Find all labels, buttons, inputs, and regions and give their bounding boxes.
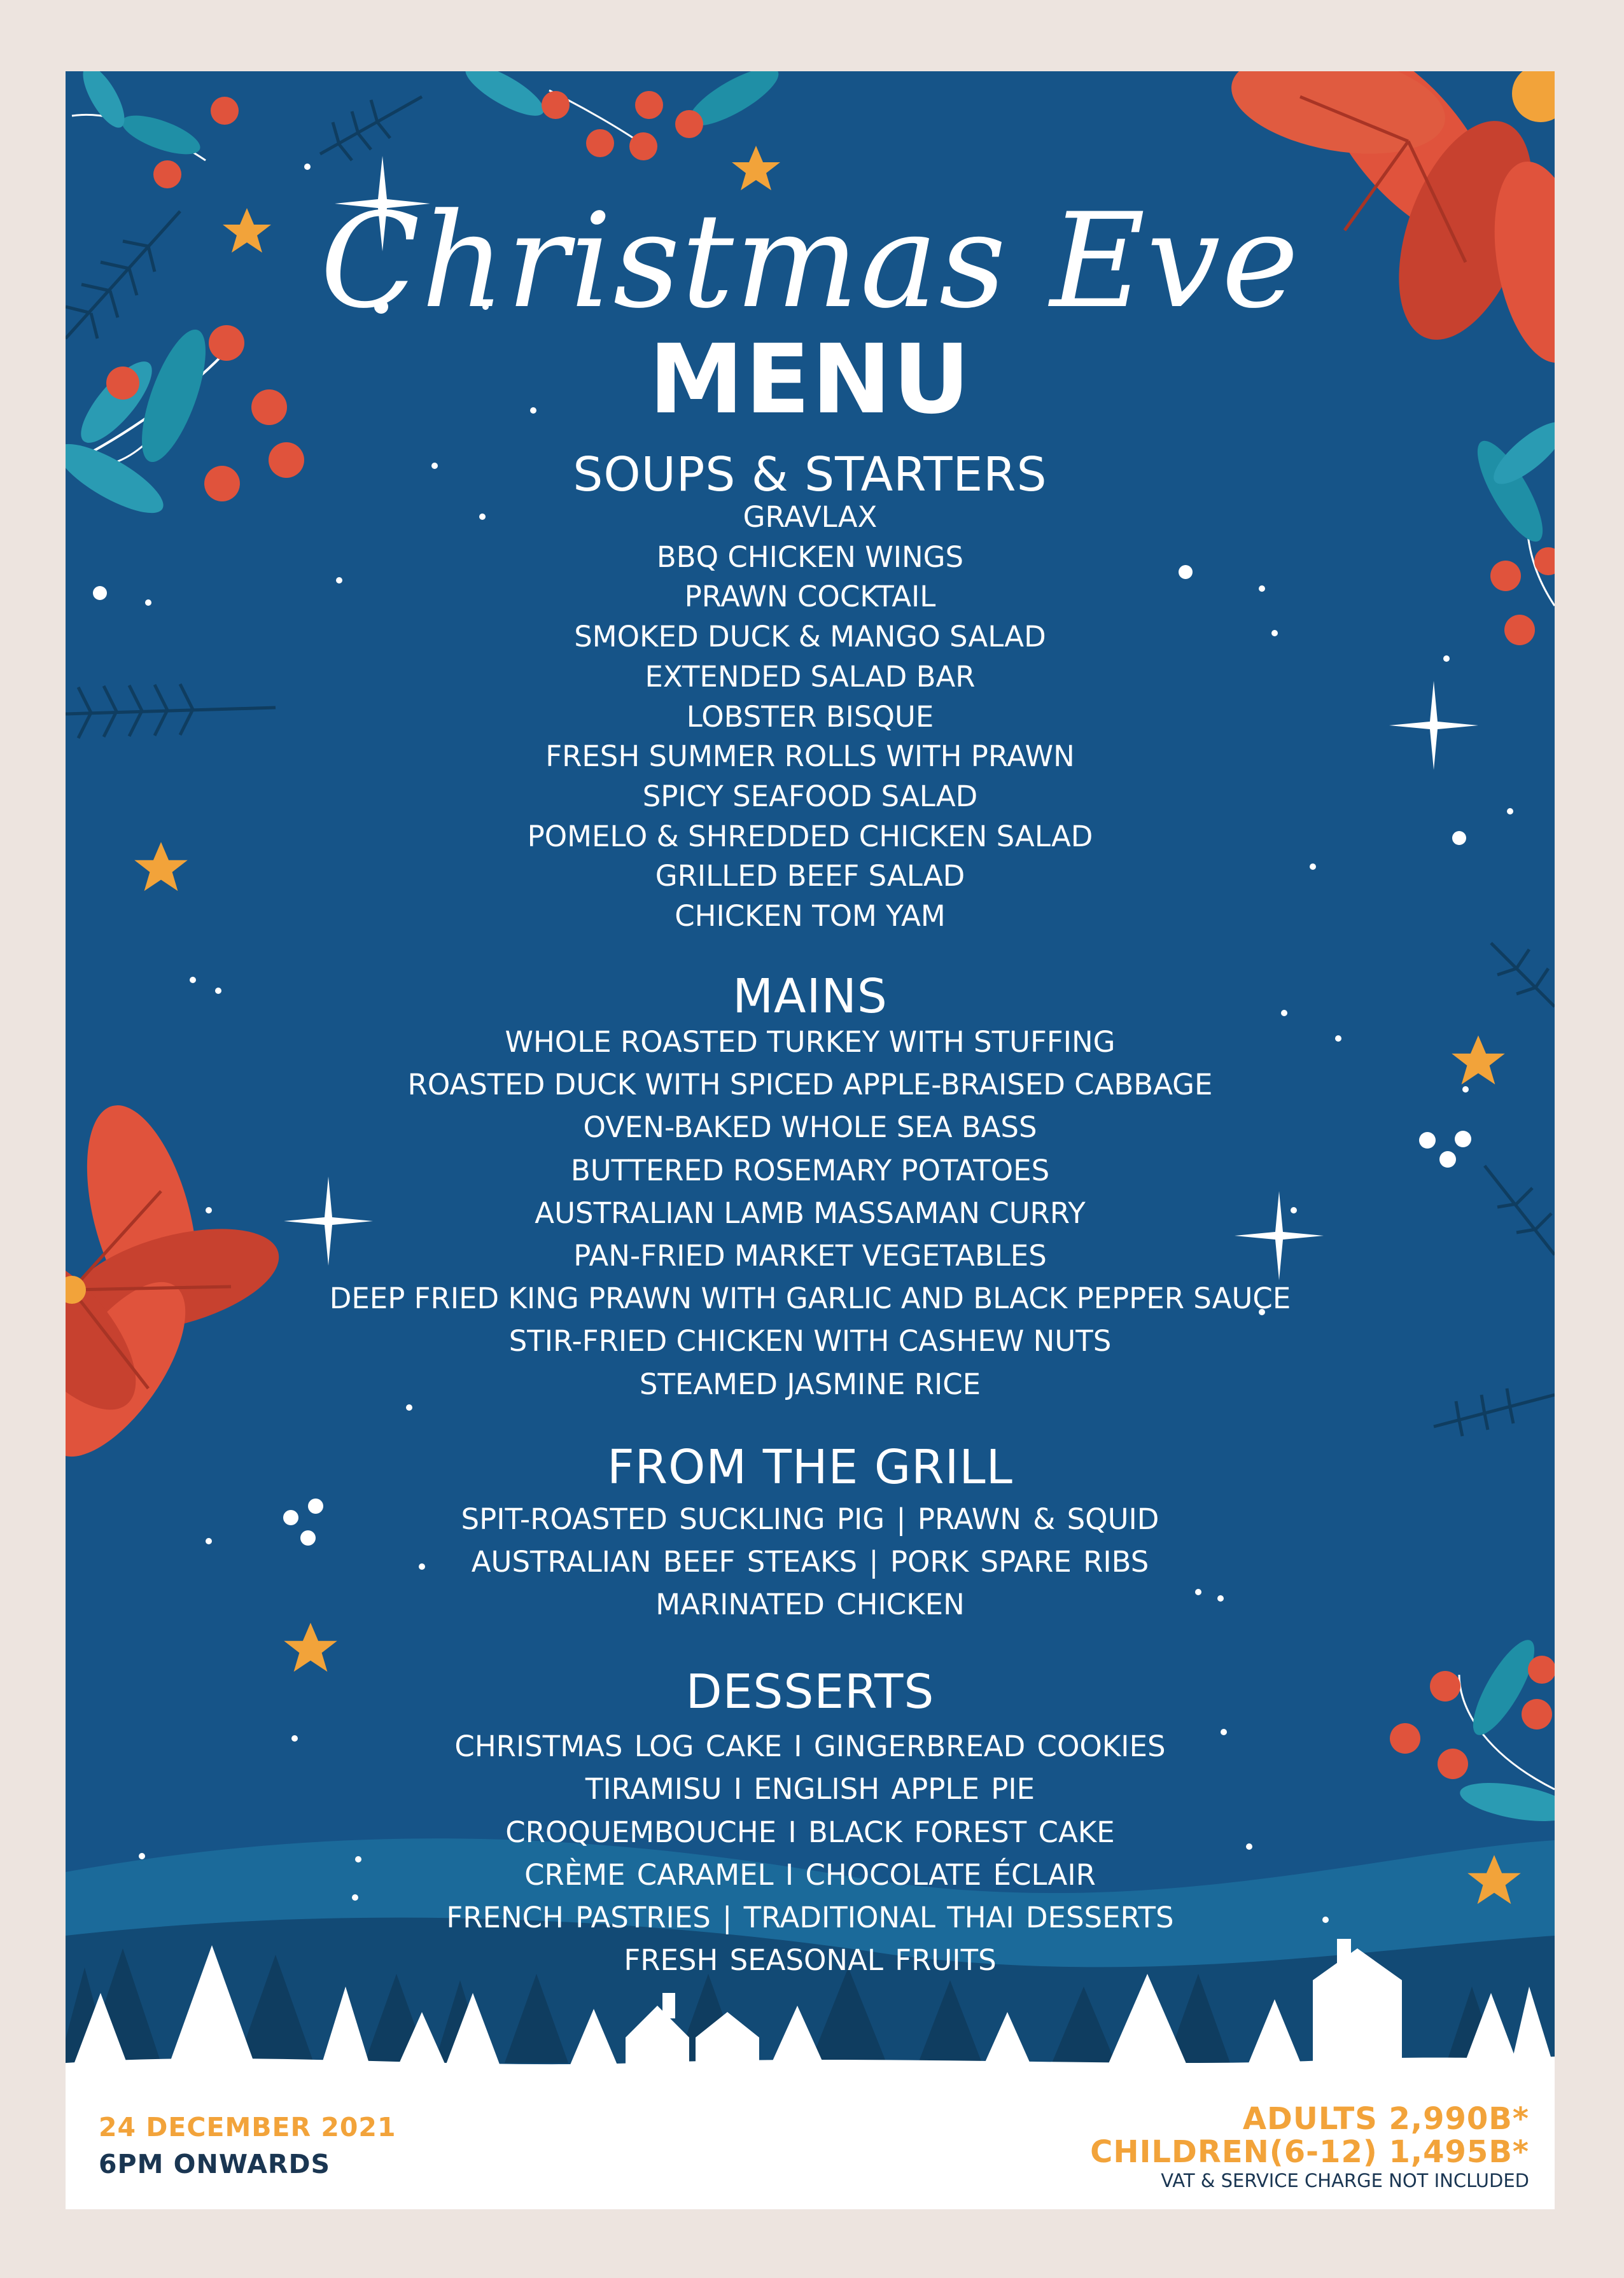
item-list	[66, 1021, 1555, 1406]
list-item: STIR-FRIED CHICKEN WITH CASHEW NUTS	[508, 1324, 1112, 1359]
section-title: DESSERTS	[685, 1665, 935, 1719]
child-price: CHILDREN(6-12) 1,495B*	[1090, 2134, 1529, 2170]
list-item: SMOKED DUCK & MANGO SALAD	[574, 620, 1046, 654]
list-item: ROASTED DUCK WITH SPICED APPLE-BRAISED CABBAGE	[407, 1068, 1213, 1102]
item-list	[66, 1498, 1555, 1626]
list-item: BUTTERED ROSEMARY POTATOES	[570, 1153, 1050, 1187]
section-title: SOUPS & STARTERS	[573, 447, 1047, 502]
list-item: WHOLE ROASTED TURKEY WITH STUFFING	[505, 1025, 1116, 1059]
list-item: PAN-FRIED MARKET VEGETABLES	[573, 1239, 1047, 1273]
list-item: GRAVLAX	[743, 500, 878, 534]
section-mains	[66, 970, 1555, 1406]
list-item: CROQUEMBOUCHE I BLACK FOREST CAKE	[505, 1815, 1115, 1849]
list-item: CRÈME CARAMEL I CHOCOLATE ÉCLAIR	[524, 1857, 1096, 1892]
item-list	[66, 498, 1555, 937]
event-time: 6PM ONWARDS	[99, 2149, 331, 2179]
list-item: LOBSTER BISQUE	[686, 699, 934, 734]
list-item: TIRAMISU I ENGLISH APPLE PIE	[585, 1772, 1035, 1806]
list-item: DEEP FRIED KING PRAWN WITH GARLIC AND BLACK PEPPER SAUCE	[329, 1282, 1291, 1316]
list-item: POMELO & SHREDDED CHICKEN SALAD	[527, 819, 1093, 853]
section-soups-starters	[66, 448, 1555, 937]
vat-note: VAT & SERVICE CHARGE NOT INCLUDED	[1161, 2170, 1529, 2191]
item-list	[66, 1725, 1555, 1982]
list-item: FRESH SUMMER ROLLS WITH PRAWN	[545, 739, 1075, 774]
list-item: EXTENDED SALAD BAR	[645, 659, 976, 694]
section-desserts	[66, 1665, 1555, 1982]
section-from-the-grill	[66, 1441, 1555, 1626]
adult-price: ADULTS 2,990B*	[1242, 2101, 1529, 2137]
list-item: STEAMED JASMINE RICE	[639, 1367, 981, 1401]
menu-poster	[66, 71, 1555, 2209]
list-item: MARINATED CHICKEN	[655, 1588, 965, 1621]
pricing-block	[1090, 2102, 1529, 2193]
list-item: CHICKEN TOM YAM	[675, 899, 946, 933]
list-item: CHRISTMAS LOG CAKE I GINGERBREAD COOKIES	[454, 1729, 1166, 1763]
event-date: 24 DECEMBER 2021	[99, 2112, 396, 2142]
page-title: MENU	[648, 325, 972, 435]
list-item: AUSTRALIAN BEEF STEAKS | PORK SPARE RIBS	[471, 1545, 1149, 1579]
list-item: GRILLED BEEF SALAD	[655, 859, 965, 893]
list-item: OVEN-BAKED WHOLE SEA BASS	[583, 1110, 1037, 1145]
list-item: FRESH SEASONAL FRUITS	[624, 1943, 997, 1978]
event-date-block	[99, 2109, 396, 2183]
list-item: PRAWN COCKTAIL	[684, 580, 936, 614]
list-item: BBQ CHICKEN WINGS	[656, 540, 964, 574]
list-item: FRENCH PASTRIES | TRADITIONAL THAI DESSERTS	[446, 1901, 1174, 1935]
berry-branch-icon	[459, 71, 785, 160]
section-title: FROM THE GRILL	[607, 1440, 1013, 1495]
list-item: AUSTRALIAN LAMB MASSAMAN CURRY	[535, 1196, 1086, 1230]
section-title: MAINS	[732, 969, 888, 1024]
title-script: Christmas Eve	[320, 186, 1300, 337]
list-item: SPICY SEAFOOD SALAD	[642, 779, 978, 813]
list-item: SPIT-ROASTED SUCKLING PIG | PRAWN & SQUID	[461, 1502, 1159, 1536]
